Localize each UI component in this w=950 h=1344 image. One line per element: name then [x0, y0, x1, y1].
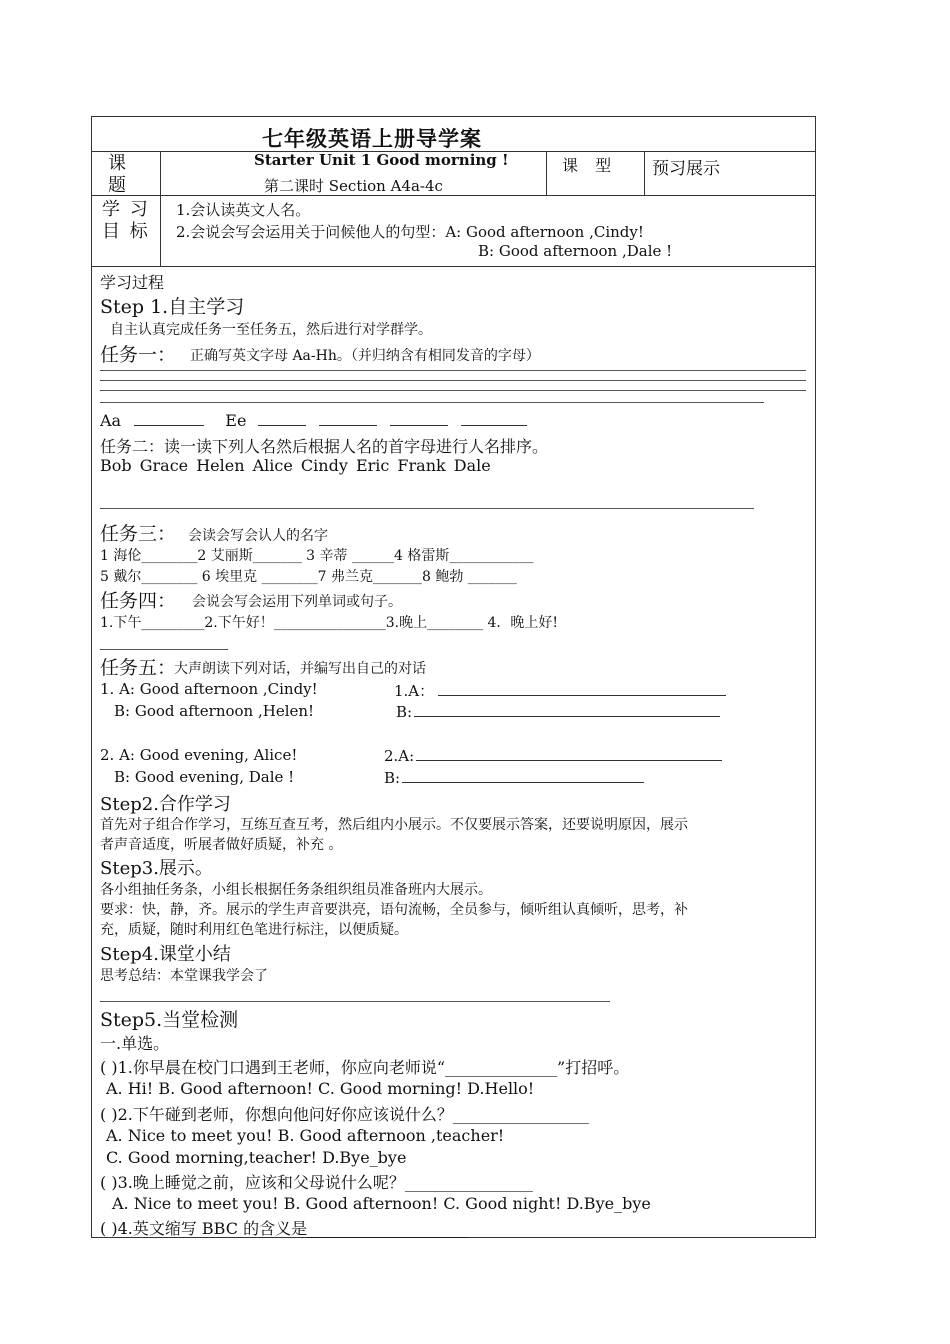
letter-aa: Aa — [100, 411, 122, 430]
worksheet-table — [91, 116, 816, 1238]
dialog1-b-own — [396, 702, 720, 721]
type-value: 预习展示 — [652, 159, 720, 179]
writing-line — [100, 390, 806, 391]
task2-names: Bob Grace Helen Alice Cindy Eric Frank Dale — [100, 456, 491, 475]
process-heading: 学习过程 — [100, 273, 165, 292]
step5-section-heading: 一.单选。 — [100, 1034, 170, 1053]
row-divider — [92, 195, 815, 196]
task1-aa — [100, 411, 527, 430]
step3-line-3: 充，质疑，随时利用红色笔进行标注，以便质疑。 — [100, 922, 408, 938]
task3-desc: 会读会写会认人的名字 — [188, 528, 328, 544]
col-divider — [644, 151, 645, 195]
dialog2-b-own-label: B: — [384, 769, 401, 787]
question-3-options: A. Nice to meet you! B. Good afternoon! C. Good night! D.Bye_bye — [112, 1194, 651, 1213]
type-label: 课 型 — [562, 156, 618, 175]
row-divider — [92, 266, 815, 267]
answer-blank[interactable] — [319, 411, 377, 426]
question-1-options: A. Hi! B. Good afternoon! C. Good morning! D.Hello! — [106, 1079, 535, 1098]
step2-line-2: 者声音适度，听展者做好质疑，补充 。 — [100, 837, 343, 853]
step4-heading: Step4.课堂小结 — [100, 944, 231, 965]
col-divider — [160, 151, 161, 266]
topic-label: 课 题 — [108, 153, 128, 196]
task1-heading: 任务一： — [100, 344, 177, 366]
step3-line-2: 要求：快，静，齐。展示的学生声音要洪亮，语句流畅，全员参与，倾听组认真倾听，思考，补 — [100, 902, 688, 918]
goal-2: 2.会说会写会运用关于问候他人的句型：A: Good afternoon ,Cindy! — [176, 223, 644, 241]
answer-line[interactable] — [100, 649, 228, 650]
task3-row-1: 1 海伦________2 艾丽斯_______ 3 辛蒂 ______4 格雷斯____________ — [100, 548, 534, 564]
step4-line-1: 思考总结：本堂课我学会了 — [100, 968, 268, 984]
question-1: ( )1.你早晨在校门口遇到王老师，你应向老师说“______________”打招呼。 — [100, 1058, 630, 1077]
dialog1-a-own-label: 1.A： — [394, 682, 435, 700]
step2-heading: Step2.合作学习 — [100, 794, 231, 815]
writing-line — [100, 380, 806, 381]
answer-blank[interactable] — [414, 702, 720, 717]
step1-desc: 自主认真完成任务一至任务五，然后进行对学群学。 — [110, 322, 432, 338]
question-3: ( )3.晚上睡觉之前，应该和父母说什么呢？________________ — [100, 1173, 533, 1192]
dialog1-b: B: Good afternoon ,Helen! — [114, 702, 315, 720]
letter-ee: Ee — [225, 411, 247, 430]
dialog2-a-own — [384, 746, 722, 765]
answer-blank[interactable] — [461, 411, 527, 426]
dialog2-a: 2. A: Good evening, Alice! — [100, 746, 298, 764]
page-title: 七年级英语上册导学案 — [262, 126, 482, 151]
writing-line — [100, 402, 764, 403]
step3-line-1: 各小组抽任务条，小组长根据任务条组织组员准备班内大展示。 — [100, 882, 492, 898]
answer-line[interactable] — [100, 508, 754, 509]
task5-desc: 大声朗读下列对话，并编写出自己的对话 — [174, 661, 426, 677]
goal-1: 1.会认读英文人名。 — [176, 201, 311, 219]
writing-line — [100, 370, 806, 371]
question-2: ( )2.下午碰到老师，你想向他问好你应该说什么？_________________ — [100, 1105, 589, 1124]
topic-line-2: 第二课时 Section A4a-4c — [264, 177, 443, 195]
step2-line-1: 首先对子组合作学习，互练互查互考，然后组内小展示。不仅要展示答案，还要说明原因，展示 — [100, 817, 688, 833]
task2-heading: 任务二：读一读下列人名然后根据人名的首字母进行人名排序。 — [100, 437, 549, 456]
task4-desc: 会说会写会运用下列单词或句子。 — [192, 594, 402, 610]
task3-heading: 任务三： — [100, 523, 177, 545]
topic-line-1: Starter Unit 1 Good morning ! — [254, 151, 509, 169]
task1-desc: 正确写英文字母 Aa-Hh。（并归纳含有相同发音的字母） — [190, 348, 540, 364]
answer-line[interactable] — [100, 1001, 610, 1002]
task3-row-2: 5 戴尔________ 6 埃里克 ________7 弗兰克_______8 鲍勃 _______ — [100, 569, 517, 585]
question-4: ( )4.英文缩写 BBC 的含义是____________________ — [100, 1219, 468, 1238]
step1-heading: Step 1.自主学习 — [100, 296, 245, 318]
dialog2-b: B: Good evening, Dale ! — [114, 768, 295, 786]
dialog1-a: 1. A: Good afternoon ,Cindy! — [100, 680, 318, 698]
answer-blank[interactable] — [134, 411, 204, 426]
goal-2-b: B: Good afternoon ,Dale ! — [478, 242, 673, 260]
answer-blank[interactable] — [416, 746, 722, 761]
answer-blank[interactable] — [402, 768, 644, 783]
answer-blank[interactable] — [438, 681, 726, 696]
step3-heading: Step3.展示。 — [100, 858, 213, 879]
answer-blank[interactable] — [390, 411, 448, 426]
answer-blank[interactable] — [258, 411, 306, 426]
goals-label: 学 习 目 标 — [102, 199, 150, 242]
task5-heading: 任务五： — [100, 657, 177, 679]
task4-heading: 任务四： — [100, 590, 177, 612]
dialog2-b-own — [384, 768, 644, 787]
task4-row: 1.下午_________2.下午好！________________3.晚上________ 4．晚上好! — [100, 615, 559, 631]
question-2-options-2: C. Good morning,teacher! D.Bye_bye — [106, 1148, 407, 1167]
step5-heading: Step5.当堂检测 — [100, 1009, 239, 1031]
dialog1-b-own-label: B: — [396, 703, 413, 721]
dialog2-a-own-label: 2.A: — [384, 747, 415, 765]
dialog1-a-own — [394, 680, 726, 701]
question-2-options-1: A. Nice to meet you! B. Good afternoon ,teacher! — [106, 1126, 505, 1145]
col-divider — [546, 151, 547, 195]
